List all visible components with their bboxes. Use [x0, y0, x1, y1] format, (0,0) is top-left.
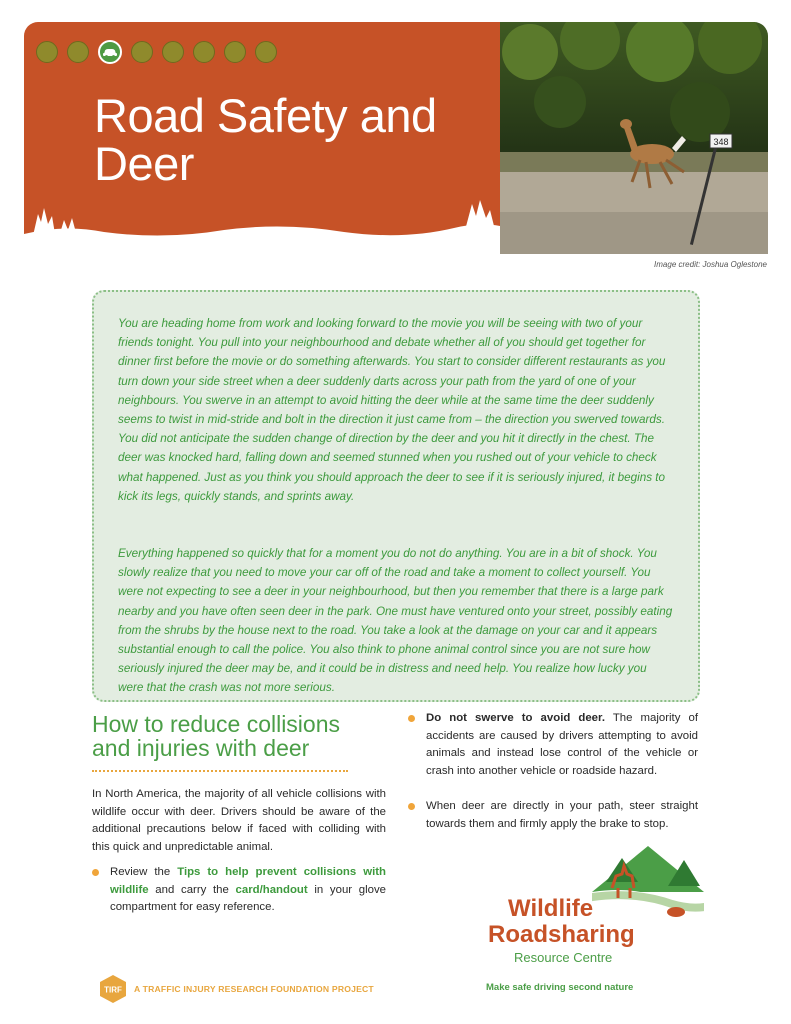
sign-number: 348 — [713, 137, 729, 147]
indicator-dot — [255, 41, 277, 63]
footer-project-label: A TRAFFIC INJURY RESEARCH FOUNDATION PROJECT — [134, 984, 374, 994]
logo-wordmark-line-3: Resource Centre — [514, 950, 613, 965]
intro-paragraph: In North America, the majority of all vehicle collisions with wildlife occur with deer. Drivers should be aware of the additional precautions below if faced with colliding with this quick and unpredictable animal. — [92, 788, 386, 853]
indicator-dot — [193, 41, 215, 63]
tip-text: When deer are directly in your path, steer straight towards them and firmly apply the brake to stop. — [426, 800, 698, 830]
tip-item — [408, 710, 698, 780]
indicator-dot — [67, 41, 89, 63]
tip-item — [408, 798, 698, 833]
logo-wordmark-line-1: Wildlife — [508, 895, 594, 922]
indicator-dot — [36, 41, 58, 63]
tips-list-left — [92, 864, 386, 917]
card-handout-link[interactable]: card/handout — [235, 883, 308, 896]
indicator-dot — [162, 41, 184, 63]
wildlife-roadsharing-logo-graphic — [592, 846, 704, 928]
scenario-story-box — [92, 290, 700, 702]
page-indicator-dots — [36, 41, 277, 64]
tip-text: The majority of accidents are caused by drivers attempting to avoid animals and instead lose control of the vehicle or crash into another vehicle or roadside hazard. — [426, 712, 698, 777]
tirf-badge-text: TIRF — [104, 985, 122, 995]
dotted-divider — [92, 770, 348, 772]
image-credit: Image credit: Joshua Oglestone — [654, 260, 767, 269]
indicator-dot-active — [98, 40, 122, 64]
tip-item — [92, 864, 386, 917]
story-paragraph-2: Everything happened so quickly that for a moment you do not do anything. You are in a bit of shock. You slowly realize that you need to move your car off of the road and take a moment to collect yourself. You were not expecting to see a deer in your neighbourhood, but then you remember that there is a large park nearby and you have often seen deer in the park. One must have ventured onto your street, possibly eating from the shrubs by the house next to the road. You take a look at the damage on your car and it appears substantial enough to call the police. You also think to phone animal control since you are not sure how seriously injured the deer may be, and it could be in distress and need help. You realize how lucky you were that the crash was not more serious. — [118, 547, 673, 695]
page-title-line-1: Road Safety and — [94, 89, 437, 142]
tip-text: in your glove compartment for easy reference. — [110, 883, 387, 913]
tip-text: Review the — [110, 866, 178, 878]
indicator-dot — [131, 41, 153, 63]
deer-photo — [500, 22, 768, 254]
tip-text: and carry the — [148, 883, 236, 896]
tip-bold-text: Do not swerve to avoid deer. — [426, 712, 605, 724]
page-title-line-2: Deer — [94, 137, 194, 190]
tips-prevent-collisions-link[interactable]: Tips to help prevent collisions with wildlife — [110, 866, 386, 896]
car-icon — [102, 46, 118, 58]
logo-tagline: Make safe driving second nature — [486, 982, 634, 993]
header-banner — [24, 22, 500, 254]
section-heading-line-2: and injuries with deer — [92, 735, 310, 761]
section-heading-line-1: How to reduce collisions — [92, 711, 341, 737]
logo-wordmark-line-2: Roadsharing — [488, 921, 635, 948]
story-paragraph-1: You are heading home from work and looking forward to the movie you will be seeing with two of your friends tonight. You pull into your neighbourhood and debate whether all of you should get together for dinner first before the movie or do something afterwards. You start to consider different restaurants as you turn down your side street when a deer suddenly darts across your path from the yard of one of your neighbours. You swerve in an attempt to avoid hitting the deer while at the same time the deer suddenly seems to twist in mid-stride and bolt in the direction it just came from – the direction you swerved towards. You did not anticipate the sudden change of direction by the deer and you hit it directly in the chest. The deer was knocked hard, falling down and seemed stunned when you rushed out of your vehicle to check what happened. Just as you think you should approach the deer to see if it is seriously injured, it begins to kick its legs, quickly stands, and sprints away. — [118, 317, 666, 503]
page-title — [94, 89, 494, 190]
tirf-logo-icon — [98, 974, 128, 1004]
tips-list-right — [408, 710, 698, 833]
section-heading — [92, 712, 392, 760]
snowy-trees-graphic — [24, 194, 500, 254]
indicator-dot — [224, 41, 246, 63]
